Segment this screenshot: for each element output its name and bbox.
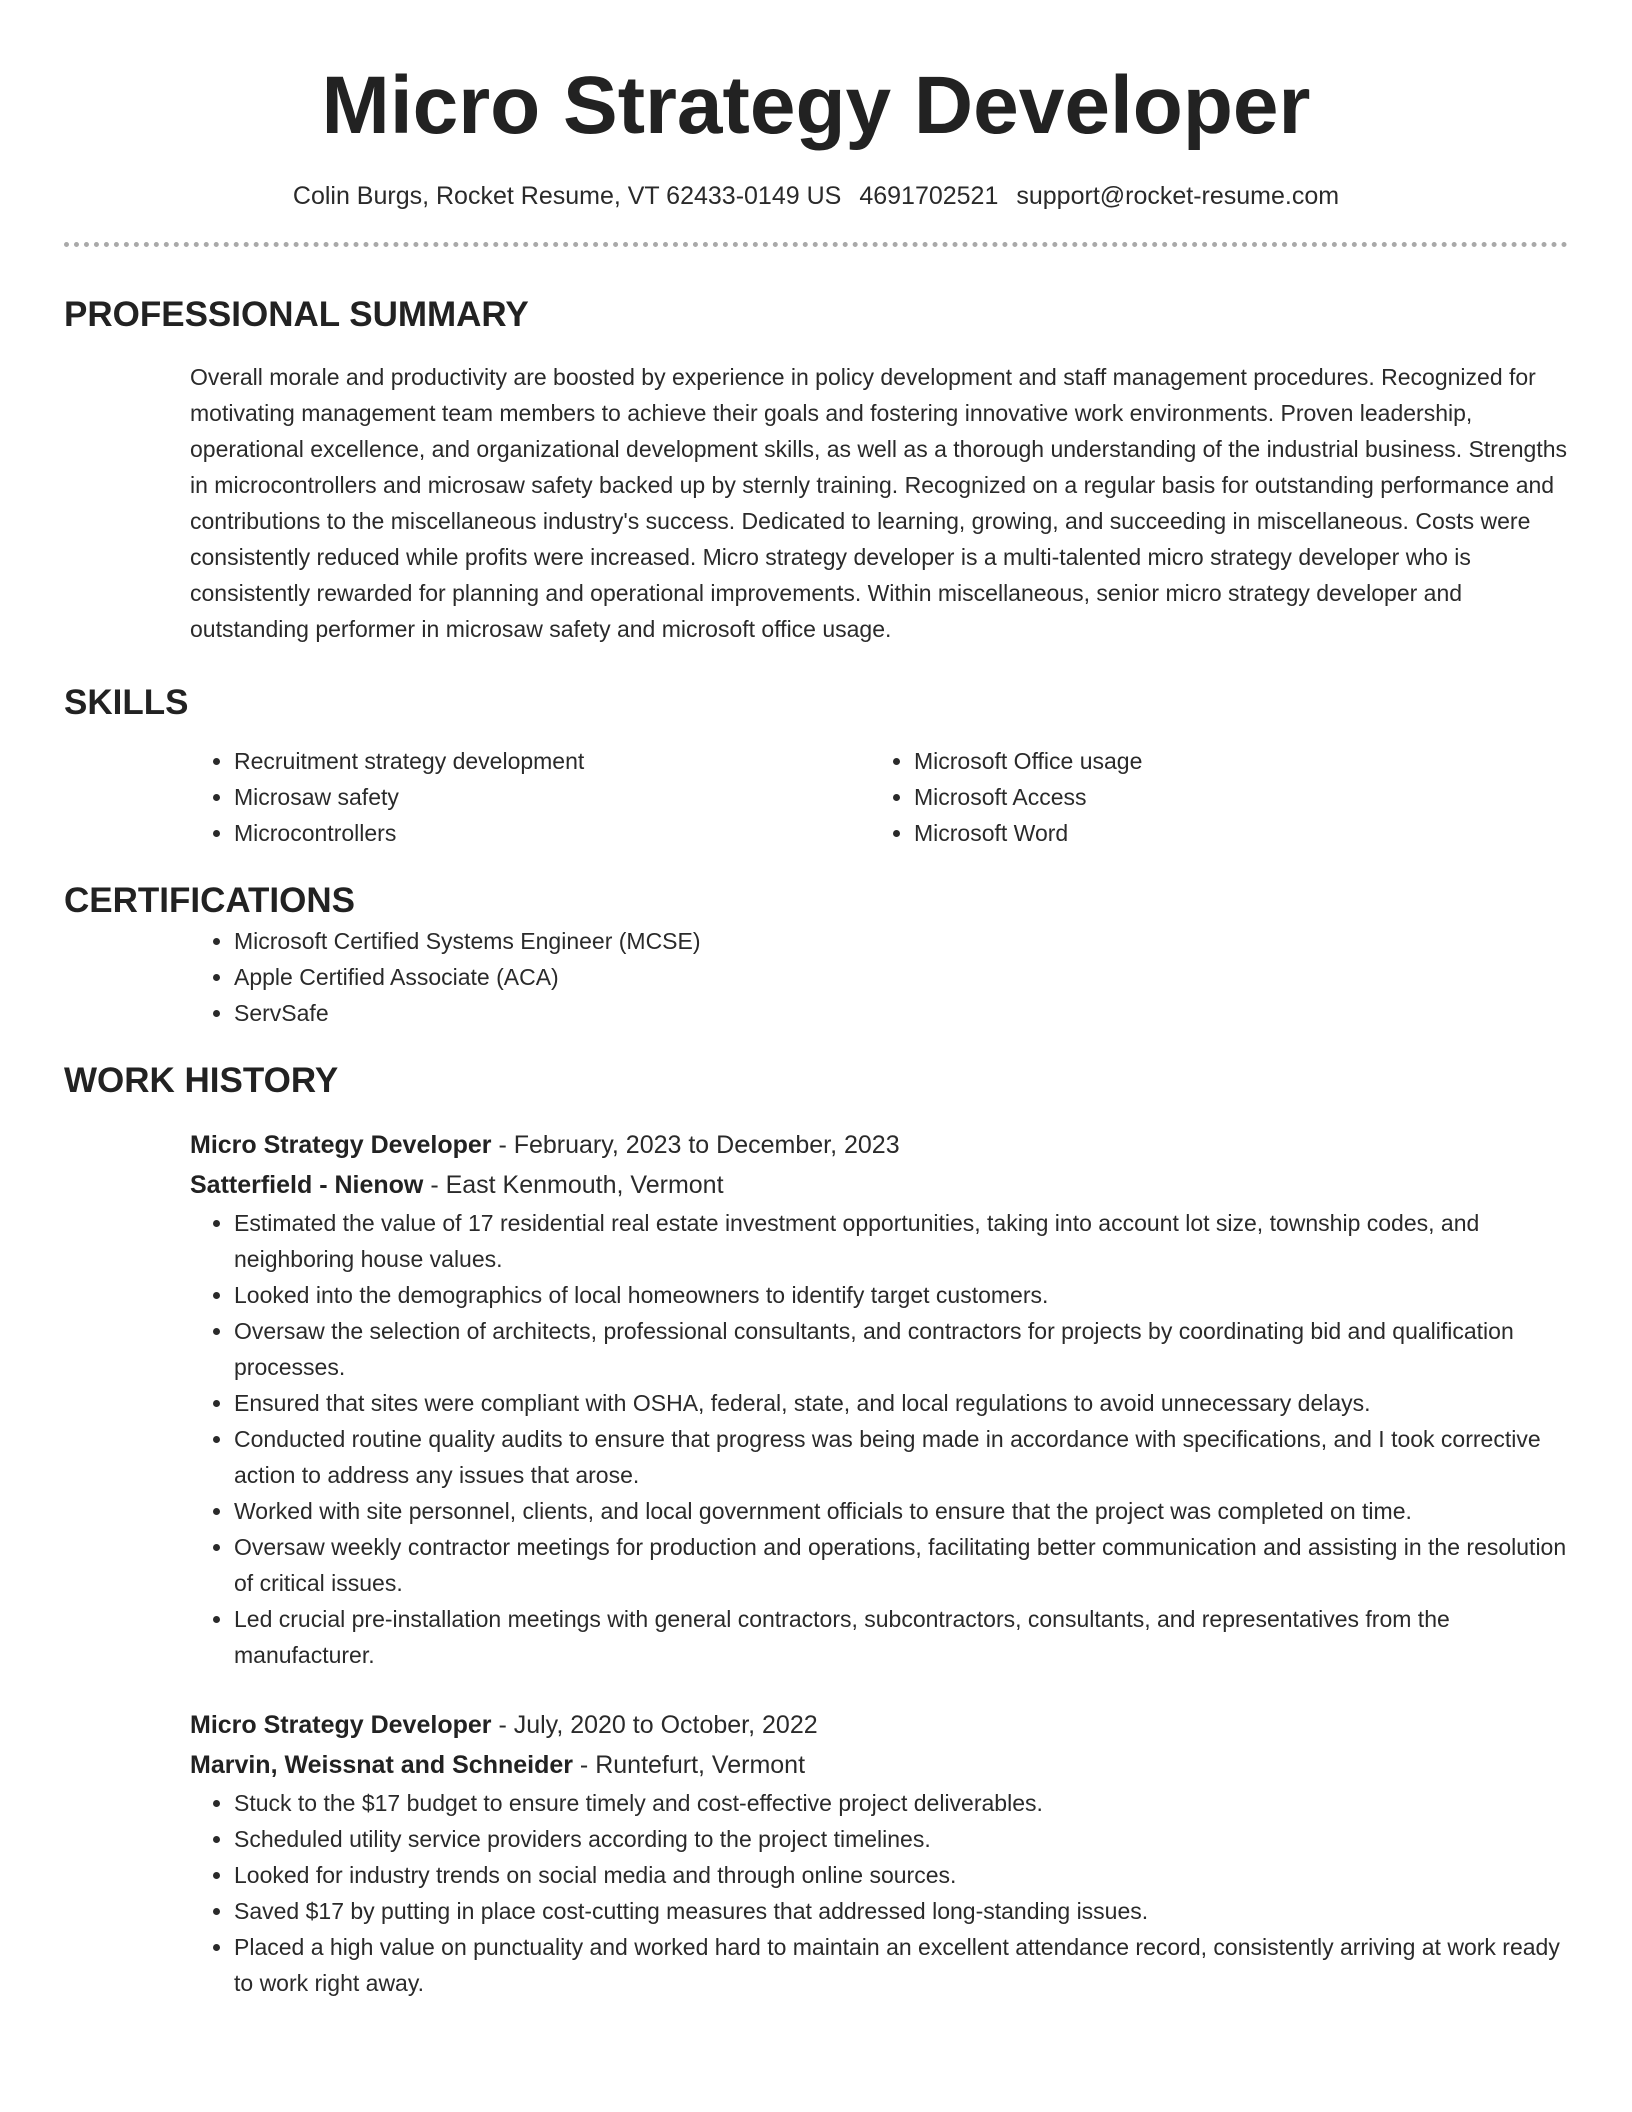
- contact-address: Colin Burgs, Rocket Resume, VT 62433-0149 US: [292, 182, 842, 210]
- job-bullet: • Saved $17 by putting in place cost-cutting measures that addressed long-standing issues.: [234, 1893, 1568, 1929]
- section-title-skills: SKILLS: [64, 683, 189, 722]
- job-bullet: • Oversaw weekly contractor meetings for production and operations, facilitating better communication and assisting in the resolution of critical issues.: [234, 1529, 1568, 1601]
- certification-item: • Microsoft Certified Systems Engineer (MCSE): [234, 923, 1568, 959]
- job-entry: [190, 1705, 1568, 2001]
- skills-column-left: [190, 743, 870, 851]
- job-company-line: [190, 1165, 1568, 1205]
- job-bullet: • Worked with site personnel, clients, and local government officials to ensure that the project was completed on time.: [234, 1493, 1568, 1529]
- skill-item: • Recruitment strategy development: [234, 743, 870, 779]
- job-dates: - February, 2023 to December, 2023: [491, 1131, 900, 1159]
- job-bullets: [190, 1205, 1568, 1673]
- skill-item: • Microcontrollers: [234, 815, 870, 851]
- job-bullet: • Oversaw the selection of architects, professional consultants, and contractors for projects by coordinating bid and qualification processes.: [234, 1313, 1568, 1385]
- job-bullet: • Led crucial pre-installation meetings with general contractors, subcontractors, consultants, and representatives from the manufacturer.: [234, 1601, 1568, 1673]
- skills-grid: [190, 743, 1568, 851]
- skill-item: • Microsoft Office usage: [914, 743, 1550, 779]
- header-divider: [64, 242, 1568, 247]
- job-bullet: • Conducted routine quality audits to ensure that progress was being made in accordance with specifications, and I took corrective action to address any issues that arose.: [234, 1421, 1568, 1493]
- job-bullet: • Looked for industry trends on social media and through online sources.: [234, 1857, 1568, 1893]
- job-bullet: • Estimated the value of 17 residential real estate investment opportunities, taking into account lot size, township codes, and neighboring house values.: [234, 1205, 1568, 1277]
- job-entry: [190, 1125, 1568, 1673]
- skills-column-right: [870, 743, 1550, 851]
- section-professional-summary: [64, 293, 1568, 647]
- certification-item: • ServSafe: [234, 995, 1568, 1031]
- contact-line: [64, 180, 1568, 212]
- certification-item: • Apple Certified Associate (ACA): [234, 959, 1568, 995]
- job-location: - East Kenmouth, Vermont: [423, 1171, 724, 1199]
- job-location: - Runtefurt, Vermont: [572, 1751, 806, 1779]
- skill-item: • Microsoft Access: [914, 779, 1550, 815]
- job-role: Micro Strategy Developer: [190, 1711, 492, 1739]
- section-title-work-history: WORK HISTORY: [64, 1061, 339, 1100]
- job-role-line: [190, 1705, 1568, 1745]
- skill-item: • Microsaw safety: [234, 779, 870, 815]
- job-company: Satterfield - Nienow: [190, 1171, 424, 1199]
- section-certifications: [64, 879, 1568, 1031]
- section-work-history: [64, 1059, 1568, 2001]
- certifications-list: [190, 923, 1568, 1031]
- job-company-line: [190, 1745, 1568, 1785]
- resume-title: Micro Strategy Developer: [321, 60, 1311, 151]
- job-bullets: [190, 1785, 1568, 2001]
- job-bullet: • Ensured that sites were compliant with OSHA, federal, state, and local regulations to avoid unnecessary delays.: [234, 1385, 1568, 1421]
- resume-page: [64, 0, 1568, 2001]
- skill-item: • Microsoft Word: [914, 815, 1550, 851]
- job-bullet: • Placed a high value on punctuality and worked hard to maintain an excellent attendance record, consistently arriving at work ready to work right away.: [234, 1929, 1568, 2001]
- job-bullet: • Looked into the demographics of local homeowners to identify target customers.: [234, 1277, 1568, 1313]
- job-bullet: • Stuck to the $17 budget to ensure timely and cost-effective project deliverables.: [234, 1785, 1568, 1821]
- job-dates: - July, 2020 to October, 2022: [491, 1711, 818, 1739]
- summary-text: Overall morale and productivity are boosted by experience in policy development and staff management procedures. Recognized for motivating management team members to achieve their goals and fostering innovative work environments. Proven leadership, operational excellence, and organizational development skills, as well as a thorough understanding of the industrial business. Strengths in microcontrollers and microsaw safety backed up by sternly training. Recognized on a regular basis for outstanding performance and contributions to the miscellaneous industry's success. Dedicated to learning, growing, and succeeding in miscellaneous. Costs were consistently reduced while profits were increased. Micro strategy developer is a multi-talented micro strategy developer who is consistently rewarded for planning and operational improvements. Within miscellaneous, senior micro strategy developer and outstanding performer in microsaw safety and microsoft office usage.: [190, 364, 1568, 642]
- section-title-certifications: CERTIFICATIONS: [64, 881, 356, 920]
- section-skills: [64, 681, 1568, 851]
- contact-phone: 4691702521: [859, 182, 999, 210]
- contact-email[interactable]: support@rocket-resume.com: [1016, 182, 1340, 210]
- job-company: Marvin, Weissnat and Schneider: [190, 1751, 573, 1779]
- section-title-summary: PROFESSIONAL SUMMARY: [64, 295, 529, 334]
- job-bullet: • Scheduled utility service providers according to the project timelines.: [234, 1821, 1568, 1857]
- job-role-line: [190, 1125, 1568, 1165]
- job-role: Micro Strategy Developer: [190, 1131, 492, 1159]
